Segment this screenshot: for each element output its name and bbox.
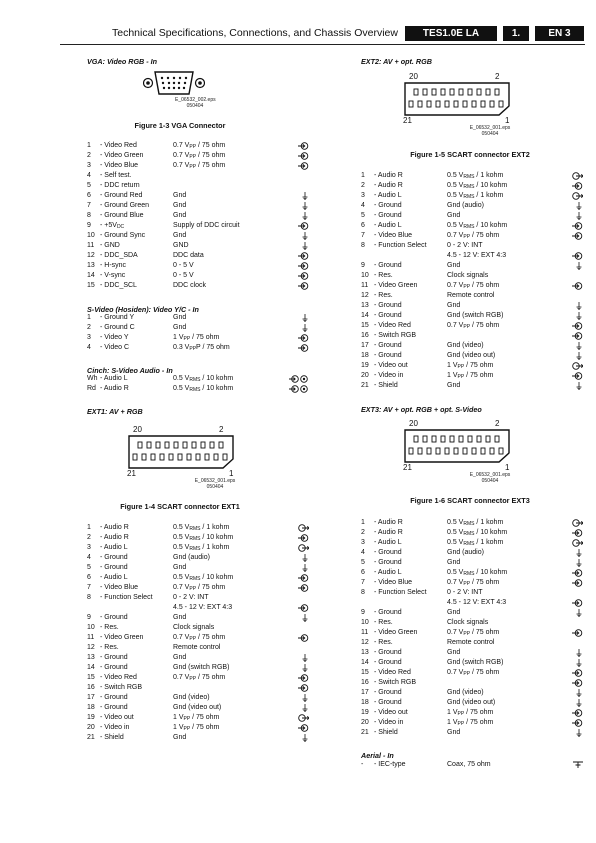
pin-value: 1 $V_{PP} / 75$ ohm — [447, 719, 494, 727]
vga-connector-drawing — [143, 68, 205, 98]
pin-value: Gnd — [447, 729, 461, 736]
pin-name: - Video in — [374, 372, 404, 379]
pin-name: - Audio R — [374, 529, 403, 536]
pin-number: Rd — [87, 385, 96, 392]
pin-value: 0 - 2 V: INT — [447, 589, 483, 596]
vga-caption: Figure 1-3 VGA Connector — [134, 121, 226, 130]
pin-name: - Audio R — [374, 519, 403, 526]
pin-number: 4 — [87, 344, 91, 351]
chapter-badge: 1. — [503, 26, 529, 41]
pin-value: Gnd — [173, 324, 187, 331]
pin-name: - Ground — [374, 649, 402, 656]
pin-number: 15 — [87, 674, 95, 681]
pin-name: - Video Red — [374, 322, 411, 329]
pin-value: Gnd — [173, 654, 187, 661]
pin-value: Supply of DDC circuit — [173, 222, 240, 229]
pin-value: Gnd — [447, 649, 461, 656]
pin-name: - Video Blue — [100, 584, 139, 591]
pin-name: - Video Red — [374, 669, 411, 676]
pin-number: 6 — [87, 192, 91, 199]
pin-value: 0.5 $V_{RMS} / 10$ kohm — [447, 182, 508, 190]
pin-number: 17 — [87, 694, 95, 701]
pin-number: 8 — [361, 242, 365, 249]
pin-name: - Ground Red — [100, 192, 143, 199]
pin-value: 0.7 $V_{PP} / 75$ ohm — [447, 669, 500, 677]
pin-number: 19 — [361, 709, 369, 716]
pin-name: - Audio L — [374, 192, 402, 199]
pin-value: DDC clock — [173, 282, 207, 289]
pin-value: 0.7 $V_{PP} / 75$ ohm — [447, 282, 500, 290]
ext1-scart-drawing — [126, 434, 236, 470]
pin-value: GND — [173, 242, 189, 249]
pin-number: 19 — [87, 714, 95, 721]
pin-value: Gnd — [173, 314, 187, 321]
pin-name: - Video Red — [100, 142, 137, 149]
pin-number: 13 — [361, 649, 369, 656]
pin-number: 13 — [87, 654, 95, 661]
ext1-pin-21-label: 21 — [127, 469, 136, 478]
pin-value: Remote control — [447, 292, 495, 299]
pin-name: - Ground — [374, 202, 402, 209]
pin-name: - Shield — [374, 382, 398, 389]
pin-number: 3 — [87, 544, 91, 551]
pin-name: - Video out — [100, 714, 134, 721]
pin-name: - Ground Sync — [100, 232, 146, 239]
pin-value: 0.5 $V_{RMS} / 10$ kohm — [447, 222, 508, 230]
pin-value: Gnd — [447, 609, 461, 616]
pin-value: Gnd — [173, 212, 187, 219]
pin-value: 0.5 $V_{RMS} / 10$ kohm — [447, 569, 508, 577]
pin-value: 0.5 $V_{RMS} / 1$ kohm — [173, 544, 230, 552]
pin-number: 12 — [87, 252, 95, 259]
pin-value: Gnd — [173, 734, 187, 741]
pin-name: - Video Green — [374, 629, 418, 636]
pin-name: - Audio R — [100, 524, 129, 531]
pin-value: 0.7 $V_{PP} / 75$ ohm — [173, 152, 226, 160]
pin-value: Gnd (video) — [447, 342, 484, 349]
pin-name: - Switch RGB — [100, 684, 143, 691]
pin-number: 1 — [361, 172, 365, 179]
page-header-title: Technical Specifications, Connections, and Chassis Overview — [112, 27, 398, 39]
pin-name: - Video Green — [100, 634, 144, 641]
pin-number: 1 — [87, 314, 91, 321]
pin-number: 3 — [361, 192, 365, 199]
pin-name: - Res. — [100, 624, 119, 631]
pin-value: Gnd — [447, 262, 461, 269]
pin-name: - DDC return — [100, 182, 140, 189]
pin-name: - Res. — [100, 644, 119, 651]
pin-name: - Ground — [100, 694, 128, 701]
pin-number: Wh — [87, 375, 98, 382]
pin-number: 6 — [87, 574, 91, 581]
pin-number: 9 — [361, 262, 365, 269]
pin-value: DDC data — [173, 252, 204, 259]
pin-number: 6 — [361, 222, 365, 229]
pin-value: 0.5 $V_{RMS} / 1$ kohm — [447, 519, 504, 527]
pin-value: Gnd (audio) — [447, 202, 484, 209]
pin-value: Gnd (audio) — [173, 554, 210, 561]
pin-number: 1 — [361, 519, 365, 526]
pin-value: Gnd — [447, 559, 461, 566]
pin-name: - Audio L — [100, 574, 128, 581]
pin-name: - Audio L — [374, 539, 402, 546]
pin-value: Remote control — [173, 644, 221, 651]
pin-name: - Ground — [374, 312, 402, 319]
pin-number: 12 — [361, 639, 369, 646]
pin-value: 0.3 $V_{PP}P / 75$ ohm — [173, 344, 230, 352]
pin-name: - DDC_SDA — [100, 252, 138, 259]
ext3-pin-2-label: 2 — [495, 419, 500, 428]
pin-name: - Video Red — [100, 674, 137, 681]
pin-number: 14 — [87, 272, 95, 279]
ext1-caption: Figure 1-4 SCART connector EXT1 — [120, 502, 240, 511]
pin-number: 15 — [361, 322, 369, 329]
pin-name: - Res. — [374, 639, 393, 646]
pin-value: Gnd — [447, 382, 461, 389]
pin-name: - Ground — [374, 689, 402, 696]
pin-number: 10 — [361, 272, 369, 279]
pin-name: - Audio R — [100, 534, 129, 541]
pin-name: - Ground Y — [100, 314, 135, 321]
pin-number: 3 — [87, 162, 91, 169]
pin-number: 6 — [361, 569, 365, 576]
pin-name: - Self test. — [100, 172, 132, 179]
pin-number: 7 — [361, 579, 365, 586]
pin-value: 0.5 $V_{RMS} / 10$ kohm — [447, 529, 508, 537]
pin-name: - Video out — [374, 709, 408, 716]
pin-value: 0.5 $V_{RMS} / 1$ kohm — [447, 539, 504, 547]
pin-value: 1 $V_{PP} / 75$ ohm — [447, 362, 494, 370]
pin-value: 0.5 $V_{RMS} / 10$ kohm — [173, 375, 234, 383]
pin-name: - Shield — [374, 729, 398, 736]
pin-value: 0.7 $V_{PP} / 75$ ohm — [173, 142, 226, 150]
ext1-pin-1-label: 1 — [229, 469, 234, 478]
ext2-caption: Figure 1-5 SCART connector EXT2 — [410, 150, 530, 159]
pin-name: - Video Y — [100, 334, 129, 341]
ext3-heading: EXT3: AV + opt. RGB + opt. S-Video — [361, 405, 482, 414]
pin-name: - Ground Blue — [100, 212, 144, 219]
pin-value: Gnd (switch RGB) — [447, 312, 504, 319]
ext2-heading: EXT2: AV + opt. RGB — [361, 57, 432, 66]
pin-value: Gnd — [173, 614, 187, 621]
pin-name: - Ground C — [100, 324, 135, 331]
pin-name: - Ground — [374, 302, 402, 309]
pin-value: Gnd (video) — [447, 689, 484, 696]
pin-name: - Res. — [374, 292, 393, 299]
pin-number: 13 — [87, 262, 95, 269]
pin-name: - Ground — [374, 352, 402, 359]
pin-value: Gnd — [447, 302, 461, 309]
pin-number: 8 — [87, 594, 91, 601]
pin-number: 3 — [87, 334, 91, 341]
pin-number: 8 — [361, 589, 365, 596]
pin-number: 11 — [361, 629, 369, 636]
pin-name: - Ground — [100, 704, 128, 711]
pin-name: - Audio L — [374, 569, 402, 576]
pin-name: - Video in — [374, 719, 404, 726]
pin-number: 12 — [361, 292, 369, 299]
pin-number: 1 — [87, 142, 91, 149]
pin-value: 0.7 $V_{PP} / 75$ ohm — [173, 674, 226, 682]
pin-number: 14 — [87, 664, 95, 671]
pin-number: 3 — [361, 539, 365, 546]
pin-name: - V-sync — [100, 272, 126, 279]
pin-number: 2 — [361, 182, 365, 189]
pin-number: 18 — [361, 699, 369, 706]
pin-name: - GND — [100, 242, 120, 249]
pin-value: Gnd — [447, 212, 461, 219]
pin-name: - Audio R — [100, 385, 129, 392]
pin-number: 10 — [361, 619, 369, 626]
pin-name: - Audio L — [374, 222, 402, 229]
ext1-image-label: E_06532_001.eps 050404 — [194, 478, 236, 490]
pin-value: 1 $V_{PP} / 75$ ohm — [173, 334, 220, 342]
header-rule — [60, 44, 585, 45]
pin-number: 20 — [361, 372, 369, 379]
pin-name: - Ground — [100, 564, 128, 571]
svideo-heading: S-Video (Hosiden): Video Y/C - In — [87, 305, 199, 314]
ext1-pin-2-label: 2 — [219, 425, 224, 434]
pin-number: 7 — [87, 584, 91, 591]
vga-heading: VGA: Video RGB - In — [87, 57, 158, 66]
pin-number: 4 — [361, 549, 365, 556]
pin-number: 15 — [87, 282, 95, 289]
pin-number: 16 — [87, 684, 95, 691]
pin-name: - Function Select — [374, 242, 427, 249]
pin-number: 7 — [87, 202, 91, 209]
pin-name: - Ground — [374, 559, 402, 566]
pin-number: 2 — [87, 324, 91, 331]
pin-number: 8 — [87, 212, 91, 219]
pin-number: 16 — [361, 332, 369, 339]
aerial-heading: Aerial - In — [361, 751, 394, 760]
pin-number: 16 — [361, 679, 369, 686]
pin-name: - Ground — [374, 699, 402, 706]
pin-value: Clock signals — [173, 624, 215, 631]
pin-number: 5 — [361, 559, 365, 566]
pin-number: 15 — [361, 669, 369, 676]
pin-value: Gnd (switch RGB) — [447, 659, 504, 666]
pin-number: 19 — [361, 362, 369, 369]
ext2-pin-2-label: 2 — [495, 72, 500, 81]
pin-name: - Video Green — [100, 152, 144, 159]
pin-number: 4 — [361, 202, 365, 209]
pin-value: Clock signals — [447, 272, 489, 279]
pin-name: - Ground — [374, 262, 402, 269]
pin-value: 0.5 $V_{RMS} / 10$ kohm — [173, 385, 234, 393]
cinch-heading: Cinch: S-Video Audio - In — [87, 366, 173, 375]
pin-value: 4.5 - 12 V: EXT 4:3 — [173, 604, 233, 611]
pin-value: 0 - 5 V — [173, 262, 194, 269]
pin-value: 0.5 $V_{RMS} / 10$ kohm — [173, 534, 234, 542]
pin-number: 11 — [87, 242, 95, 249]
pin-name: - Audio L — [100, 375, 128, 382]
pin-name: - DDC_SCL — [100, 282, 137, 289]
pin-name: - Function Select — [374, 589, 427, 596]
pin-number: 4 — [87, 554, 91, 561]
pin-value: 0.5 $V_{RMS} / 1$ kohm — [447, 192, 504, 200]
pin-value: Gnd (video out) — [173, 704, 222, 711]
pin-number: 17 — [361, 689, 369, 696]
pin-number: 20 — [361, 719, 369, 726]
ext3-pin-1-label: 1 — [505, 463, 510, 472]
pin-value: 0.7 $V_{PP} / 75$ ohm — [173, 584, 226, 592]
pin-number: 17 — [361, 342, 369, 349]
pin-name: - Ground — [100, 554, 128, 561]
pin-value: 1 $V_{PP} / 75$ ohm — [173, 714, 220, 722]
pin-number: 14 — [361, 659, 369, 666]
pin-value: 1 $V_{PP} / 75$ ohm — [173, 724, 220, 732]
pin-value: 0.5 $V_{RMS} / 10$ kohm — [173, 574, 234, 582]
pin-value: Remote control — [447, 639, 495, 646]
vga-image-label: E_06532_002.eps 050404 — [175, 97, 216, 109]
ext3-pin-20-label: 20 — [409, 419, 418, 428]
pin-name: - Function Select — [100, 594, 153, 601]
pin-value: Gnd (switch RGB) — [173, 664, 230, 671]
pin-value: 4.5 - 12 V: EXT 4:3 — [447, 599, 507, 606]
pin-value: 1 $V_{PP} / 75$ ohm — [447, 709, 494, 717]
pin-number: 1 — [87, 524, 91, 531]
pin-number: 4 — [87, 172, 91, 179]
pin-value: 0.7 $V_{PP} / 75$ ohm — [447, 629, 500, 637]
pin-name: - Ground — [374, 212, 402, 219]
ext2-pin-1-label: 1 — [505, 116, 510, 125]
pin-value: 1 $V_{PP} / 75$ ohm — [447, 372, 494, 380]
ext2-scart-drawing — [402, 81, 512, 117]
pin-value: 0.5 $V_{RMS} / 1$ kohm — [173, 524, 230, 532]
pin-name: - Audio L — [100, 544, 128, 551]
pin-value: 4.5 - 12 V: EXT 4:3 — [447, 252, 507, 259]
pin-number: 5 — [361, 212, 365, 219]
pin-value: 0.7 $V_{PP} / 75$ ohm — [173, 162, 226, 170]
pin-name: - Ground — [374, 659, 402, 666]
ext3-scart-drawing — [402, 428, 512, 464]
pin-number: - — [361, 761, 364, 768]
ext2-pin-21-label: 21 — [403, 116, 412, 125]
pin-number: 18 — [361, 352, 369, 359]
pin-number: 21 — [361, 729, 369, 736]
pin-name: - Switch RGB — [374, 679, 417, 686]
pin-name: - Switch RGB — [374, 332, 417, 339]
pin-name: - Audio R — [374, 172, 403, 179]
pin-name: - Ground Green — [100, 202, 150, 209]
pin-number: 10 — [87, 232, 95, 239]
pin-number: 20 — [87, 724, 95, 731]
pin-number: 2 — [87, 152, 91, 159]
pin-value: 0.7 $V_{PP} / 75$ ohm — [447, 232, 500, 240]
pin-name: - Ground — [100, 664, 128, 671]
pin-number: 2 — [361, 529, 365, 536]
pin-value: 0.7 $V_{PP} / 75$ ohm — [447, 322, 500, 330]
pin-number: 11 — [361, 282, 369, 289]
pin-name: - Ground — [374, 549, 402, 556]
pin-value: 0 - 5 V — [173, 272, 194, 279]
pin-value: Clock signals — [447, 619, 489, 626]
page-number-badge: EN 3 — [535, 26, 584, 41]
pin-number: 10 — [87, 624, 95, 631]
pin-number: 5 — [87, 182, 91, 189]
pin-number: 21 — [87, 734, 95, 741]
pin-name: - Ground — [100, 654, 128, 661]
ext3-caption: Figure 1-6 SCART connector EXT3 — [410, 496, 530, 505]
pin-value: 0 - 2 V: INT — [447, 242, 483, 249]
pin-name: - Shield — [100, 734, 124, 741]
pin-name: - Video Green — [374, 282, 418, 289]
ext3-image-label: E_06532_001.eps 050404 — [469, 472, 511, 484]
pin-value: Gnd (video out) — [447, 699, 496, 706]
pin-number: 9 — [361, 609, 365, 616]
pin-value: Gnd — [173, 202, 187, 209]
pin-number: 12 — [87, 644, 95, 651]
pin-value: Gnd — [173, 232, 187, 239]
pin-value: Gnd — [173, 192, 187, 199]
pin-value: Gnd (video out) — [447, 352, 496, 359]
pin-number: 2 — [87, 534, 91, 541]
pin-number: 7 — [361, 232, 365, 239]
pin-number: 21 — [361, 382, 369, 389]
pin-name: - H-sync — [100, 262, 127, 269]
pin-value: Gnd (video) — [173, 694, 210, 701]
pin-name: - Video in — [100, 724, 130, 731]
pin-name: - Audio R — [374, 182, 403, 189]
pin-value: 0 - 2 V: INT — [173, 594, 209, 601]
pin-value: 0.5 $V_{RMS} / 1$ kohm — [447, 172, 504, 180]
pin-name: - Video Blue — [374, 579, 413, 586]
ext1-heading: EXT1: AV + RGB — [87, 407, 143, 416]
pin-value: 0.7 $V_{PP} / 75$ ohm — [173, 634, 226, 642]
pin-number: 14 — [361, 312, 369, 319]
pin-number: 9 — [87, 222, 91, 229]
pin-number: 13 — [361, 302, 369, 309]
pin-number: 5 — [87, 564, 91, 571]
pin-name: - Res. — [374, 619, 393, 626]
pin-name: - Ground — [374, 609, 402, 616]
ext2-pin-20-label: 20 — [409, 72, 418, 81]
pin-name: - Ground — [374, 342, 402, 349]
pin-name: - $+5V_{DC}$ — [100, 222, 125, 230]
pin-value: Gnd — [173, 564, 187, 571]
pin-name: - Video out — [374, 362, 408, 369]
pin-number: 9 — [87, 614, 91, 621]
ext2-image-label: E_06532_001.eps 050404 — [469, 125, 511, 137]
ext1-pin-20-label: 20 — [133, 425, 142, 434]
pin-name: - Ground — [100, 614, 128, 621]
model-code-badge: TES1.0E LA — [405, 26, 497, 41]
ext3-pin-21-label: 21 — [403, 463, 412, 472]
pin-name: - Video Blue — [374, 232, 413, 239]
pin-value: 0.7 $V_{PP} / 75$ ohm — [447, 579, 500, 587]
pin-number: 11 — [87, 634, 95, 641]
pin-name: - IEC-type — [374, 761, 406, 768]
pin-name: - Video Blue — [100, 162, 139, 169]
pin-number: 18 — [87, 704, 95, 711]
pin-name: - Res. — [374, 272, 393, 279]
pin-value: Gnd (audio) — [447, 549, 484, 556]
pin-name: - Video C — [100, 344, 130, 351]
pin-value: Coax, 75 ohm — [447, 761, 491, 768]
